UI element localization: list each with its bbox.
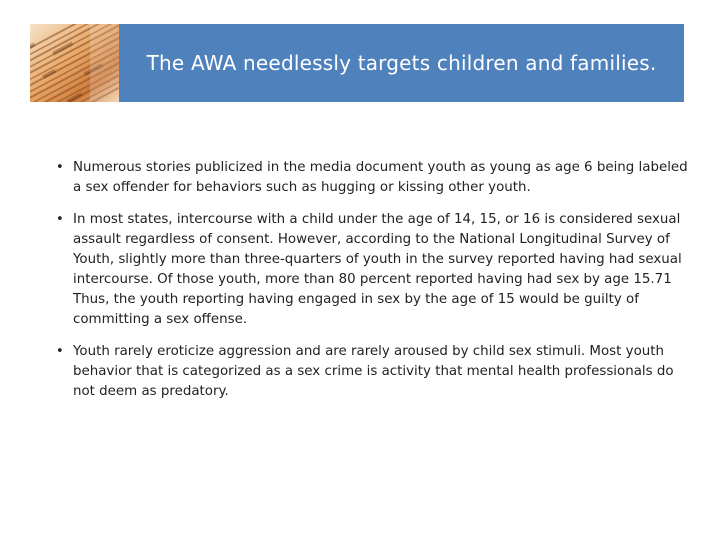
bullet-item: [56, 342, 696, 402]
bullet-text: Numerous stories publicized in the media document youth as young as age 6 being labeled a sex offender for behaviors such as hugging or kissing other youth.: [73, 160, 688, 195]
slide-title: The AWA needlessly targets children and families.: [146, 51, 657, 75]
bullet-item: [56, 210, 696, 330]
bullet-text: In most states, intercourse with a child under the age of 14, 15, or 16 is considered sexual assault regardless of consent. However, according to the National Longitudinal Survey of Youth, slightly more than three-quarters of youth in the survey reported having had sexual intercourse. Of those youth, more than 80 percent reported having had sex by age 15.71 Thus, the youth reporting having engaged in sex by the age of 15 would be guilty of committing a sex offense.: [73, 212, 682, 327]
bullet-list: [56, 158, 696, 414]
bullet-icon: •: [56, 212, 64, 227]
bullet-icon: •: [56, 160, 64, 175]
bullet-icon: •: [56, 344, 64, 359]
bullet-item: [56, 158, 696, 198]
title-bar: [119, 24, 684, 102]
newspaper-texture-image: [30, 24, 119, 102]
bullet-text: Youth rarely eroticize aggression and are rarely aroused by child sex stimuli. Most youth behavior that is categorized as a sex crime is activity that mental health professionals do not deem as predatory.: [73, 344, 674, 399]
